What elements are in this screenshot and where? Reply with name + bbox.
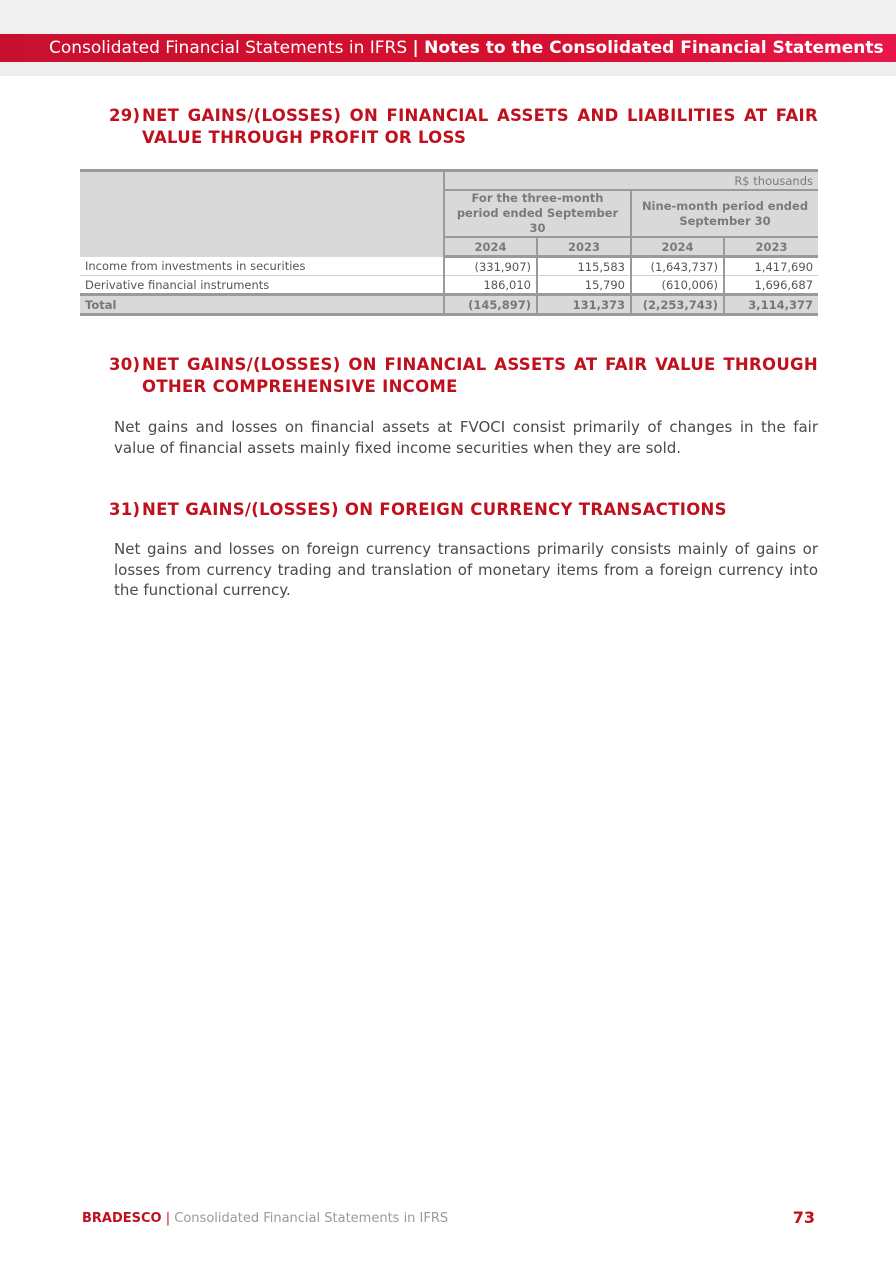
total-value: 3,114,377 [724, 295, 818, 315]
section-31-heading [109, 499, 818, 521]
table-row [80, 276, 818, 295]
row-value: (331,907) [444, 257, 537, 276]
table-unit-label: R$ thousands [444, 171, 818, 191]
section-31-paragraph: Net gains and losses on foreign currency transactions primarily consists mainly of gains or losses from currency trading and translation of monetary items from a foreign currency into the functional currency. [114, 540, 818, 599]
table-total-row [80, 295, 818, 315]
footer-separator: | [165, 1211, 171, 1226]
table-year-header: 2024 [444, 237, 537, 257]
section-29-title-line1: NET GAINS/(LOSSES) ON FINANCIAL ASSETS AND LIABILITIES AT FAIR [142, 106, 818, 125]
section-31-number: 31) [109, 500, 141, 519]
row-value: (1,643,737) [631, 257, 724, 276]
section-30-title-line2: OTHER COMPREHENSIVE INCOME [142, 377, 458, 396]
row-label: Income from investments in securities [80, 257, 444, 276]
total-label: Total [80, 295, 444, 315]
section-29-heading [109, 105, 818, 149]
header-separator: | [412, 38, 419, 58]
row-value: 1,417,690 [724, 257, 818, 276]
row-value: 115,583 [537, 257, 631, 276]
section-30-number: 30) [109, 355, 141, 374]
table-group-three-month: For the three-month period ended September 30 [444, 190, 631, 237]
footer-title [82, 1211, 448, 1226]
section-30-title-line1: NET GAINS/(LOSSES) ON FINANCIAL ASSETS AT FAIR VALUE THROUGH [142, 355, 818, 374]
gains-losses-table [80, 169, 818, 316]
page-number: 73 [792, 1208, 815, 1227]
total-value: (2,253,743) [631, 295, 724, 315]
table-group-nine-month: Nine-month period ended September 30 [631, 190, 818, 237]
top-margin [0, 0, 896, 34]
header-left-title: Consolidated Financial Statements in IFRS [49, 38, 408, 58]
table-year-header: 2024 [631, 237, 724, 257]
header-right-title: Notes to the Consolidated Financial Statements [424, 38, 884, 58]
total-value: (145,897) [444, 295, 537, 315]
row-value: 15,790 [537, 276, 631, 295]
section-29-title-line2: VALUE THROUGH PROFIT OR LOSS [142, 128, 467, 147]
table-row [80, 257, 818, 276]
section-30-heading [109, 354, 818, 398]
table-year-header: 2023 [724, 237, 818, 257]
row-value: 186,010 [444, 276, 537, 295]
row-label: Derivative financial instruments [80, 276, 444, 295]
table-corner-cell [80, 171, 444, 257]
footer-brand: BRADESCO [82, 1211, 162, 1226]
section-31-title: NET GAINS/(LOSSES) ON FOREIGN CURRENCY TRANSACTIONS [142, 500, 727, 519]
total-value: 131,373 [537, 295, 631, 315]
table-year-header: 2023 [537, 237, 631, 257]
section-29-number: 29) [109, 106, 141, 125]
header-shadow-band [0, 62, 896, 76]
row-value: 1,696,687 [724, 276, 818, 295]
header-banner [0, 34, 896, 62]
row-value: (610,006) [631, 276, 724, 295]
section-30-paragraph: Net gains and losses on financial assets at FVOCI consist primarily of changes in the fair value of financial assets mainly fixed income securities when they are sold. [114, 418, 818, 457]
footer-document-title: Consolidated Financial Statements in IFRS [174, 1211, 449, 1226]
